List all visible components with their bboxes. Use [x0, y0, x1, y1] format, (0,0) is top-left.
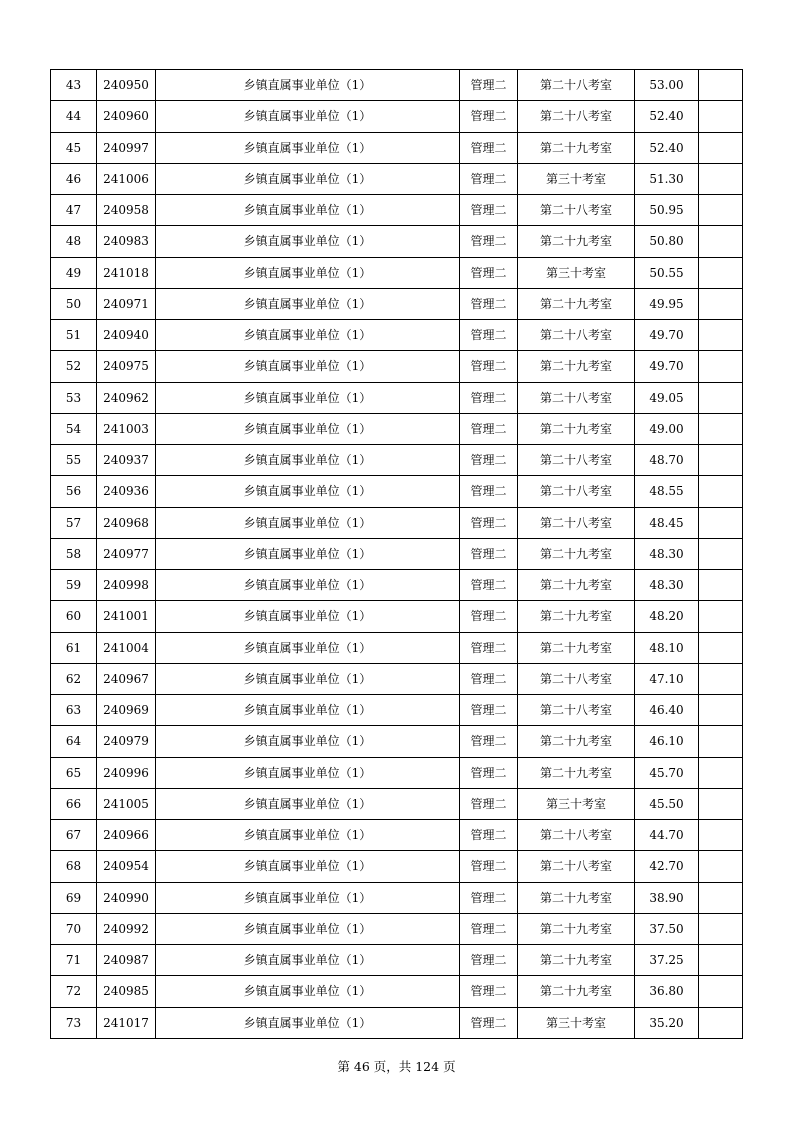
score-cell: 49.70 [635, 320, 699, 351]
exam-room-cell: 第二十八考室 [518, 695, 635, 726]
table-row [51, 757, 743, 788]
candidate-id-cell: 240937 [97, 445, 156, 476]
post-cell: 管理二 [460, 257, 518, 288]
note-cell [699, 507, 743, 538]
post-cell: 管理二 [460, 757, 518, 788]
table-row [51, 601, 743, 632]
score-cell: 53.00 [635, 70, 699, 101]
unit-cell: 乡镇直属事业单位（1） [156, 632, 460, 663]
table-row [51, 163, 743, 194]
exam-room-cell: 第二十八考室 [518, 820, 635, 851]
score-cell: 35.20 [635, 1007, 699, 1038]
post-cell: 管理二 [460, 851, 518, 882]
table-row [51, 570, 743, 601]
post-cell: 管理二 [460, 163, 518, 194]
unit-cell: 乡镇直属事业单位（1） [156, 570, 460, 601]
table-row [51, 195, 743, 226]
unit-cell: 乡镇直属事业单位（1） [156, 163, 460, 194]
candidate-id-cell: 240990 [97, 882, 156, 913]
post-cell: 管理二 [460, 507, 518, 538]
row-number-cell: 71 [51, 945, 97, 976]
score-cell: 50.95 [635, 195, 699, 226]
unit-cell: 乡镇直属事业单位（1） [156, 1007, 460, 1038]
row-number-cell: 57 [51, 507, 97, 538]
score-cell: 44.70 [635, 820, 699, 851]
note-cell [699, 226, 743, 257]
exam-room-cell: 第二十八考室 [518, 195, 635, 226]
score-table [50, 69, 743, 1039]
table-row [51, 788, 743, 819]
table-row [51, 913, 743, 944]
candidate-id-cell: 240962 [97, 382, 156, 413]
row-number-cell: 48 [51, 226, 97, 257]
score-cell: 50.55 [635, 257, 699, 288]
candidate-id-cell: 240996 [97, 757, 156, 788]
unit-cell: 乡镇直属事业单位（1） [156, 788, 460, 819]
exam-room-cell: 第二十八考室 [518, 101, 635, 132]
table-row [51, 882, 743, 913]
post-cell: 管理二 [460, 976, 518, 1007]
row-number-cell: 43 [51, 70, 97, 101]
note-cell [699, 538, 743, 569]
table-row [51, 851, 743, 882]
exam-room-cell: 第二十八考室 [518, 663, 635, 694]
row-number-cell: 65 [51, 757, 97, 788]
note-cell [699, 945, 743, 976]
unit-cell: 乡镇直属事业单位（1） [156, 538, 460, 569]
exam-room-cell: 第三十考室 [518, 163, 635, 194]
post-cell: 管理二 [460, 132, 518, 163]
note-cell [699, 913, 743, 944]
exam-room-cell: 第二十九考室 [518, 132, 635, 163]
unit-cell: 乡镇直属事业单位（1） [156, 413, 460, 444]
candidate-id-cell: 241001 [97, 601, 156, 632]
candidate-id-cell: 240936 [97, 476, 156, 507]
score-cell: 45.50 [635, 788, 699, 819]
unit-cell: 乡镇直属事业单位（1） [156, 851, 460, 882]
candidate-id-cell: 240983 [97, 226, 156, 257]
exam-room-cell: 第二十九考室 [518, 945, 635, 976]
candidate-id-cell: 240992 [97, 913, 156, 944]
row-number-cell: 52 [51, 351, 97, 382]
row-number-cell: 55 [51, 445, 97, 476]
post-cell: 管理二 [460, 632, 518, 663]
unit-cell: 乡镇直属事业单位（1） [156, 382, 460, 413]
table-row [51, 945, 743, 976]
unit-cell: 乡镇直属事业单位（1） [156, 320, 460, 351]
note-cell [699, 195, 743, 226]
score-cell: 48.30 [635, 538, 699, 569]
post-cell: 管理二 [460, 195, 518, 226]
unit-cell: 乡镇直属事业单位（1） [156, 695, 460, 726]
row-number-cell: 68 [51, 851, 97, 882]
row-number-cell: 62 [51, 663, 97, 694]
row-number-cell: 67 [51, 820, 97, 851]
score-cell: 50.80 [635, 226, 699, 257]
exam-room-cell: 第三十考室 [518, 257, 635, 288]
exam-room-cell: 第二十九考室 [518, 351, 635, 382]
exam-room-cell: 第二十九考室 [518, 757, 635, 788]
table-row [51, 257, 743, 288]
table-row [51, 132, 743, 163]
table-row [51, 288, 743, 319]
post-cell: 管理二 [460, 882, 518, 913]
table-row [51, 101, 743, 132]
candidate-id-cell: 241017 [97, 1007, 156, 1038]
table-row [51, 1007, 743, 1038]
table-row [51, 632, 743, 663]
candidate-id-cell: 241006 [97, 163, 156, 194]
exam-room-cell: 第二十九考室 [518, 913, 635, 944]
unit-cell: 乡镇直属事业单位（1） [156, 288, 460, 319]
note-cell [699, 757, 743, 788]
post-cell: 管理二 [460, 445, 518, 476]
table-row [51, 538, 743, 569]
candidate-id-cell: 240966 [97, 820, 156, 851]
row-number-cell: 51 [51, 320, 97, 351]
exam-room-cell: 第二十九考室 [518, 882, 635, 913]
post-cell: 管理二 [460, 726, 518, 757]
exam-room-cell: 第二十九考室 [518, 570, 635, 601]
unit-cell: 乡镇直属事业单位（1） [156, 195, 460, 226]
note-cell [699, 382, 743, 413]
exam-room-cell: 第二十九考室 [518, 226, 635, 257]
row-number-cell: 45 [51, 132, 97, 163]
row-number-cell: 63 [51, 695, 97, 726]
row-number-cell: 53 [51, 382, 97, 413]
note-cell [699, 413, 743, 444]
row-number-cell: 59 [51, 570, 97, 601]
post-cell: 管理二 [460, 413, 518, 444]
post-cell: 管理二 [460, 476, 518, 507]
candidate-id-cell: 240967 [97, 663, 156, 694]
unit-cell: 乡镇直属事业单位（1） [156, 445, 460, 476]
table-row [51, 663, 743, 694]
unit-cell: 乡镇直属事业单位（1） [156, 351, 460, 382]
note-cell [699, 257, 743, 288]
table-body [51, 70, 743, 1039]
row-number-cell: 50 [51, 288, 97, 319]
post-cell: 管理二 [460, 945, 518, 976]
row-number-cell: 44 [51, 101, 97, 132]
post-cell: 管理二 [460, 226, 518, 257]
row-number-cell: 56 [51, 476, 97, 507]
unit-cell: 乡镇直属事业单位（1） [156, 913, 460, 944]
table-row [51, 445, 743, 476]
row-number-cell: 64 [51, 726, 97, 757]
unit-cell: 乡镇直属事业单位（1） [156, 976, 460, 1007]
table-row [51, 820, 743, 851]
post-cell: 管理二 [460, 913, 518, 944]
row-number-cell: 66 [51, 788, 97, 819]
row-number-cell: 47 [51, 195, 97, 226]
score-cell: 49.70 [635, 351, 699, 382]
score-cell: 42.70 [635, 851, 699, 882]
score-cell: 48.10 [635, 632, 699, 663]
table-row [51, 70, 743, 101]
exam-room-cell: 第二十九考室 [518, 601, 635, 632]
page-number-footer: 第 46 页，共 124 页 [337, 1059, 456, 1074]
exam-room-cell: 第三十考室 [518, 788, 635, 819]
unit-cell: 乡镇直属事业单位（1） [156, 476, 460, 507]
post-cell: 管理二 [460, 663, 518, 694]
exam-room-cell: 第二十九考室 [518, 538, 635, 569]
candidate-id-cell: 240950 [97, 70, 156, 101]
table-row [51, 476, 743, 507]
post-cell: 管理二 [460, 288, 518, 319]
candidate-id-cell: 240960 [97, 101, 156, 132]
table-row [51, 351, 743, 382]
note-cell [699, 726, 743, 757]
table-row [51, 382, 743, 413]
row-number-cell: 73 [51, 1007, 97, 1038]
note-cell [699, 351, 743, 382]
score-cell: 47.10 [635, 663, 699, 694]
post-cell: 管理二 [460, 382, 518, 413]
score-cell: 45.70 [635, 757, 699, 788]
unit-cell: 乡镇直属事业单位（1） [156, 132, 460, 163]
table-row [51, 413, 743, 444]
candidate-id-cell: 240987 [97, 945, 156, 976]
row-number-cell: 49 [51, 257, 97, 288]
row-number-cell: 69 [51, 882, 97, 913]
unit-cell: 乡镇直属事业单位（1） [156, 663, 460, 694]
row-number-cell: 54 [51, 413, 97, 444]
note-cell [699, 601, 743, 632]
candidate-id-cell: 240971 [97, 288, 156, 319]
note-cell [699, 632, 743, 663]
post-cell: 管理二 [460, 351, 518, 382]
candidate-id-cell: 241004 [97, 632, 156, 663]
candidate-id-cell: 240997 [97, 132, 156, 163]
candidate-id-cell: 240940 [97, 320, 156, 351]
row-number-cell: 61 [51, 632, 97, 663]
table-row [51, 226, 743, 257]
note-cell [699, 1007, 743, 1038]
score-cell: 36.80 [635, 976, 699, 1007]
note-cell [699, 820, 743, 851]
row-number-cell: 72 [51, 976, 97, 1007]
exam-room-cell: 第二十八考室 [518, 445, 635, 476]
post-cell: 管理二 [460, 695, 518, 726]
candidate-id-cell: 241018 [97, 257, 156, 288]
row-number-cell: 46 [51, 163, 97, 194]
note-cell [699, 132, 743, 163]
exam-room-cell: 第二十九考室 [518, 632, 635, 663]
unit-cell: 乡镇直属事业单位（1） [156, 226, 460, 257]
table-row [51, 320, 743, 351]
score-cell: 52.40 [635, 132, 699, 163]
note-cell [699, 788, 743, 819]
note-cell [699, 445, 743, 476]
table-row [51, 507, 743, 538]
candidate-id-cell: 240968 [97, 507, 156, 538]
post-cell: 管理二 [460, 570, 518, 601]
score-cell: 38.90 [635, 882, 699, 913]
note-cell [699, 70, 743, 101]
exam-room-cell: 第二十九考室 [518, 726, 635, 757]
unit-cell: 乡镇直属事业单位（1） [156, 820, 460, 851]
exam-room-cell: 第二十八考室 [518, 476, 635, 507]
note-cell [699, 976, 743, 1007]
score-cell: 46.40 [635, 695, 699, 726]
score-cell: 48.30 [635, 570, 699, 601]
note-cell [699, 570, 743, 601]
row-number-cell: 60 [51, 601, 97, 632]
unit-cell: 乡镇直属事业单位（1） [156, 882, 460, 913]
post-cell: 管理二 [460, 820, 518, 851]
table-row [51, 726, 743, 757]
score-cell: 49.95 [635, 288, 699, 319]
post-cell: 管理二 [460, 101, 518, 132]
note-cell [699, 695, 743, 726]
candidate-id-cell: 240977 [97, 538, 156, 569]
note-cell [699, 476, 743, 507]
score-cell: 37.50 [635, 913, 699, 944]
post-cell: 管理二 [460, 320, 518, 351]
exam-room-cell: 第二十九考室 [518, 288, 635, 319]
unit-cell: 乡镇直属事业单位（1） [156, 726, 460, 757]
note-cell [699, 663, 743, 694]
exam-room-cell: 第二十八考室 [518, 70, 635, 101]
score-cell: 37.25 [635, 945, 699, 976]
unit-cell: 乡镇直属事业单位（1） [156, 70, 460, 101]
post-cell: 管理二 [460, 538, 518, 569]
exam-room-cell: 第二十九考室 [518, 976, 635, 1007]
score-cell: 49.05 [635, 382, 699, 413]
candidate-id-cell: 240975 [97, 351, 156, 382]
row-number-cell: 58 [51, 538, 97, 569]
candidate-id-cell: 240958 [97, 195, 156, 226]
score-cell: 48.70 [635, 445, 699, 476]
table-row [51, 976, 743, 1007]
unit-cell: 乡镇直属事业单位（1） [156, 757, 460, 788]
score-cell: 48.45 [635, 507, 699, 538]
unit-cell: 乡镇直属事业单位（1） [156, 257, 460, 288]
unit-cell: 乡镇直属事业单位（1） [156, 101, 460, 132]
candidate-id-cell: 240954 [97, 851, 156, 882]
score-cell: 52.40 [635, 101, 699, 132]
post-cell: 管理二 [460, 601, 518, 632]
score-cell: 48.55 [635, 476, 699, 507]
exam-room-cell: 第二十九考室 [518, 413, 635, 444]
candidate-id-cell: 240998 [97, 570, 156, 601]
note-cell [699, 288, 743, 319]
note-cell [699, 320, 743, 351]
exam-room-cell: 第二十八考室 [518, 851, 635, 882]
post-cell: 管理二 [460, 70, 518, 101]
unit-cell: 乡镇直属事业单位（1） [156, 507, 460, 538]
note-cell [699, 163, 743, 194]
candidate-id-cell: 241003 [97, 413, 156, 444]
table-row [51, 695, 743, 726]
candidate-id-cell: 241005 [97, 788, 156, 819]
exam-room-cell: 第二十八考室 [518, 320, 635, 351]
score-cell: 46.10 [635, 726, 699, 757]
candidate-id-cell: 240969 [97, 695, 156, 726]
unit-cell: 乡镇直属事业单位（1） [156, 601, 460, 632]
post-cell: 管理二 [460, 788, 518, 819]
score-cell: 49.00 [635, 413, 699, 444]
post-cell: 管理二 [460, 1007, 518, 1038]
note-cell [699, 101, 743, 132]
note-cell [699, 851, 743, 882]
row-number-cell: 70 [51, 913, 97, 944]
unit-cell: 乡镇直属事业单位（1） [156, 945, 460, 976]
note-cell [699, 882, 743, 913]
candidate-id-cell: 240979 [97, 726, 156, 757]
exam-room-cell: 第二十八考室 [518, 507, 635, 538]
score-cell: 51.30 [635, 163, 699, 194]
exam-room-cell: 第二十八考室 [518, 382, 635, 413]
candidate-id-cell: 240985 [97, 976, 156, 1007]
exam-room-cell: 第三十考室 [518, 1007, 635, 1038]
score-cell: 48.20 [635, 601, 699, 632]
